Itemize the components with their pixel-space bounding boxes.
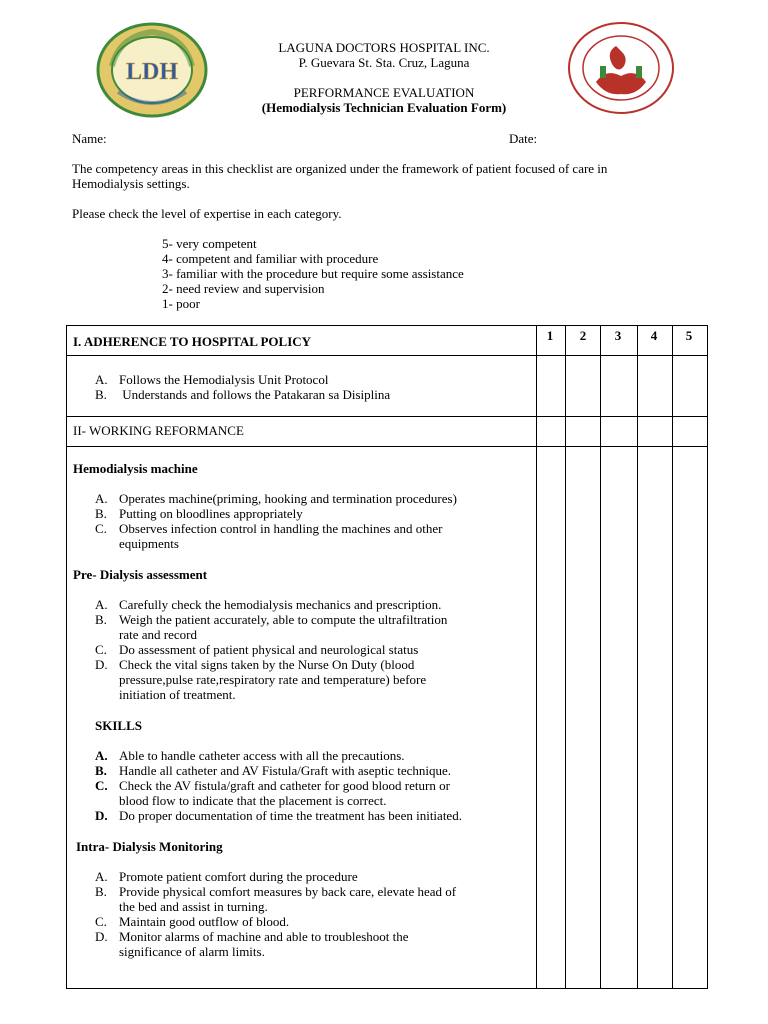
instruction-text: Please check the level of expertise in each category. [72,206,342,221]
scale-item: 4- competent and familiar with procedure [162,251,379,266]
checklist-item: D. Do proper documentation of time the treatment has been initiated. [95,808,462,823]
form-title: PERFORMANCE EVALUATION [293,85,475,100]
checklist-item: equipments [119,536,179,551]
checklist-item: D. Monitor alarms of machine and able to troubleshoot the [95,929,409,944]
subsection-title: SKILLS [95,718,142,733]
checklist-item: blood flow to indicate that the placement is correct. [119,793,387,808]
scale-item: 1- poor [162,296,200,311]
checklist-item: initiation of treatment. [119,687,236,702]
checklist-item: A. Promote patient comfort during the procedure [95,869,358,884]
hospital-name: LAGUNA DOCTORS HOSPITAL INC. [278,40,490,55]
intro-line-2: Hemodialysis settings. [72,176,190,191]
form-subtitle: (Hemodialysis Technician Evaluation Form) [261,100,507,115]
subsection-title: Hemodialysis machine [73,461,198,476]
scale-item: 3- familiar with the procedure but require some assistance [162,266,464,281]
checklist-item: pressure,pulse rate,respiratory rate and temperature) before [119,672,427,687]
checklist-item: B. Putting on bloodlines appropriately [95,506,303,521]
hospital-address: P. Guevara St. Sta. Cruz, Laguna [298,55,470,70]
checklist-item: B. Understands and follows the Patakaran sa Disiplina [95,387,391,402]
checklist-item: A. Operates machine(priming, hooking and termination procedures) [95,491,457,506]
rating-col-5: 5 [685,328,693,343]
section-1-title: I. ADHERENCE TO HOSPITAL POLICY [73,334,312,349]
checklist-item: D. Check the vital signs taken by the Nurse On Duty (blood [95,657,415,672]
section-2-title: II- WORKING REFORMANCE [73,423,244,438]
checklist-item: A. Able to handle catheter access with all the precautions. [95,748,405,763]
rating-col-4: 4 [650,328,658,343]
checklist-item: rate and record [119,627,197,642]
evaluation-table [66,325,708,989]
checklist-item: C. Do assessment of patient physical and neurological status [95,642,419,657]
rating-col-2: 2 [579,328,587,343]
checklist-item: the bed and assist in turning. [119,899,268,914]
scale-item: 2- need review and supervision [162,281,325,296]
checklist-item: B. Provide physical comfort measures by back care, elevate head of [95,884,457,899]
checklist-item: C. Maintain good outflow of blood. [95,914,290,929]
checklist-item: A. Follows the Hemodialysis Unit Protocol [95,372,329,387]
checklist-item: C. Check the AV fistula/graft and catheter for good blood return or [95,778,450,793]
checklist-item: A. Carefully check the hemodialysis mechanics and prescription. [95,597,442,612]
rating-col-1: 1 [546,328,554,343]
checklist-item: C. Observes infection control in handling the machines and other [95,521,443,536]
scale-item: 5- very competent [162,236,257,251]
left-logo-text: LDH [125,59,179,85]
subsection-title: Pre- Dialysis assessment [73,567,208,582]
intro-line-1: The competency areas in this checklist are organized under the framework of patient focused of care in [72,161,608,176]
name-label: Name: [72,131,107,146]
checklist-item: significance of alarm limits. [119,944,265,959]
checklist-item: B. Weigh the patient accurately, able to compute the ultrafiltration [95,612,448,627]
subsection-title: Intra- Dialysis Monitoring [76,839,223,854]
rating-col-3: 3 [614,328,622,343]
checklist-item: B. Handle all catheter and AV Fistula/Graft with aseptic technique. [95,763,452,778]
date-label: Date: [509,131,538,146]
